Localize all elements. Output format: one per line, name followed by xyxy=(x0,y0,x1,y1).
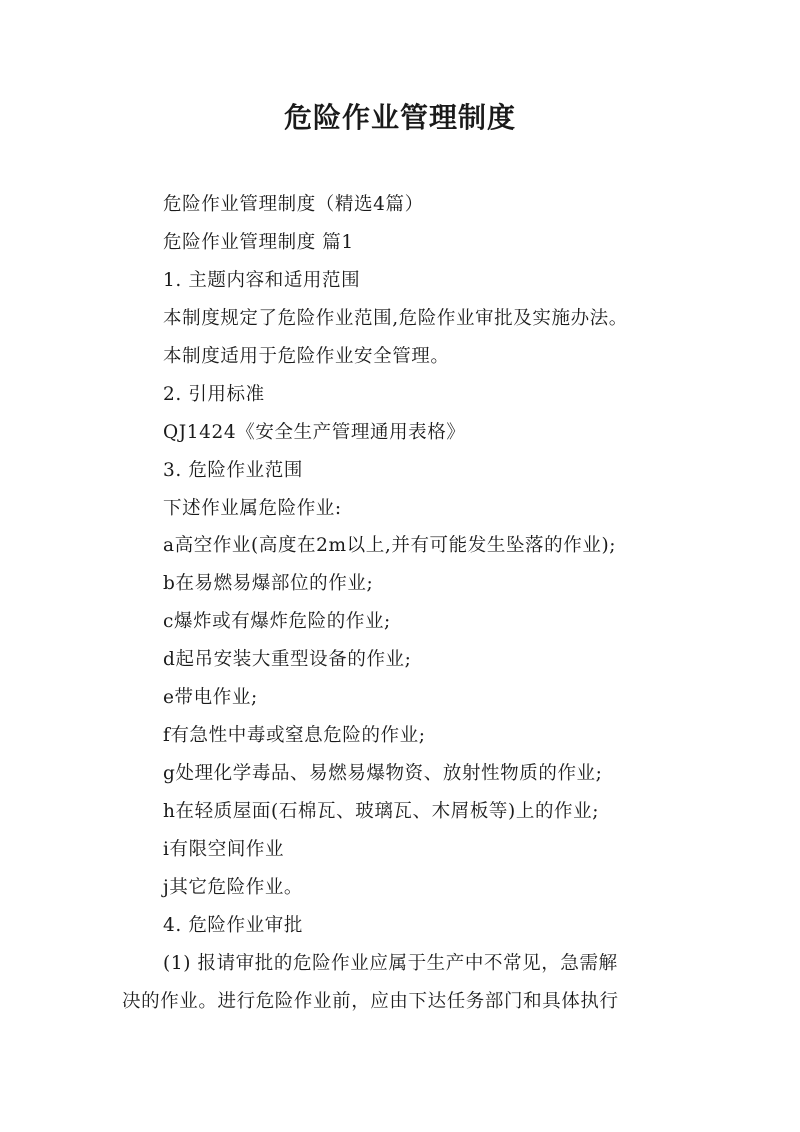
text-line: e带电作业; xyxy=(163,687,258,709)
text-line: QJ1424《安全生产管理通用表格》 xyxy=(163,421,466,443)
text-line: g处理化学毒品、易燃易爆物资、放射性物质的作业; xyxy=(163,763,603,785)
text-line-continuation: 决的作业。进行危险作业前，应由下达任务部门和具体执行 xyxy=(122,990,619,1012)
text-line: 3. 危险作业范围 xyxy=(163,459,303,481)
text-line: 1. 主题内容和适用范围 xyxy=(163,269,361,291)
text-line: (1) 报请审批的危险作业应属于生产中不常见，急需解 xyxy=(163,952,618,974)
text-line: c爆炸或有爆炸危险的作业; xyxy=(163,611,391,633)
text-line: 危险作业管理制度（精选4篇） xyxy=(163,194,424,215)
text-line: i有限空间作业 xyxy=(163,838,285,860)
text-line: 本制度规定了危险作业范围,危险作业审批及实施办法。 xyxy=(163,307,628,329)
text-line: j其它危险作业。 xyxy=(163,876,304,898)
text-line: 本制度适用于危险作业安全管理。 xyxy=(163,345,450,367)
text-line: h在轻质屋面(石棉瓦、玻璃瓦、木屑板等)上的作业; xyxy=(163,801,600,822)
text-line: 4. 危险作业审批 xyxy=(163,914,303,936)
document-title: 危险作业管理制度 xyxy=(283,101,516,134)
text-line: 危险作业管理制度 篇1 xyxy=(163,231,354,253)
text-line: a高空作业(高度在2m以上,并有可能发生坠落的作业); xyxy=(163,535,617,557)
text-line: 2. 引用标准 xyxy=(163,383,265,405)
document-body xyxy=(0,186,800,1021)
text-line: f有急性中毒或窒息危险的作业; xyxy=(163,725,426,747)
text-line: 下述作业属危险作业: xyxy=(163,497,342,519)
text-line: b在易燃易爆部位的作业; xyxy=(163,573,374,595)
text-line: d起吊安装大重型设备的作业; xyxy=(163,649,412,671)
